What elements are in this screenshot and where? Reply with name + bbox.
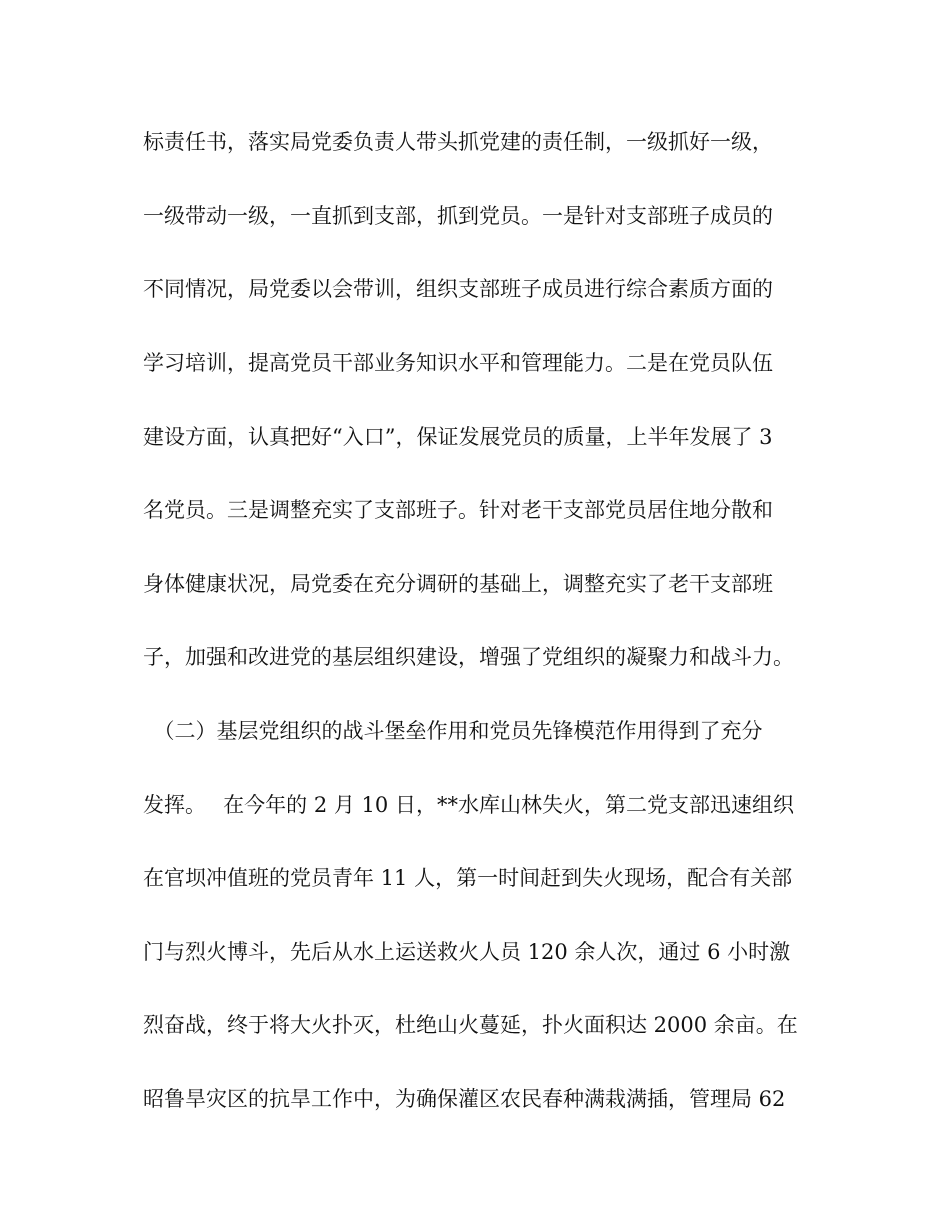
text-line-2: 一级带动一级，一直抓到支部，抓到党员。一是针对支部班子成员的 [143, 204, 773, 228]
text-line-12: 门与烈火博斗，先后从水上运送救火人员 120 余人次，通过 6 小时激 [143, 940, 791, 964]
text-line-3: 不同情况，局党委以会带训，组织支部班子成员进行综合素质方面的 [143, 277, 773, 301]
text-line-14: 昭鲁旱灾区的抗旱工作中，为确保灌区农民春种满栽满插，管理局 62 [143, 1087, 786, 1111]
text-line-11: 在官坝冲值班的党员青年 11 人，第一时间赶到失火现场，配合有关部 [143, 866, 793, 890]
section-heading-line: （二）基层党组织的战斗堡垒作用和党员先锋模范作用得到了充分 [143, 719, 763, 743]
text-line-1: 标责任书，落实局党委负责人带头抓党建的责任制，一级抓好一级， [143, 130, 773, 154]
text-line-7: 身体健康状况，局党委在充分调研的基础上，调整充实了老干支部班 [143, 572, 773, 596]
text-line-5: 建设方面，认真把好“入口”，保证发展党员的质量，上半年发展了 3 [143, 425, 773, 449]
text-line-4: 学习培训，提高党员干部业务知识水平和管理能力。二是在党员队伍 [143, 351, 773, 375]
text-line-13: 烈奋战，终于将大火扑灭，杜绝山火蔓延，扑火面积达 2000 余亩。在 [143, 1013, 798, 1037]
text-line-10: 发挥。 在今年的 2 月 10 日，**水库山林失火，第二党支部迅速组织 [143, 793, 794, 817]
text-line-8: 子，加强和改进党的基层组织建设，增强了党组织的凝聚力和战斗力。 [143, 645, 794, 669]
text-line-6: 名党员。三是调整充实了支部班子。针对老干支部党员居住地分散和 [143, 498, 773, 522]
